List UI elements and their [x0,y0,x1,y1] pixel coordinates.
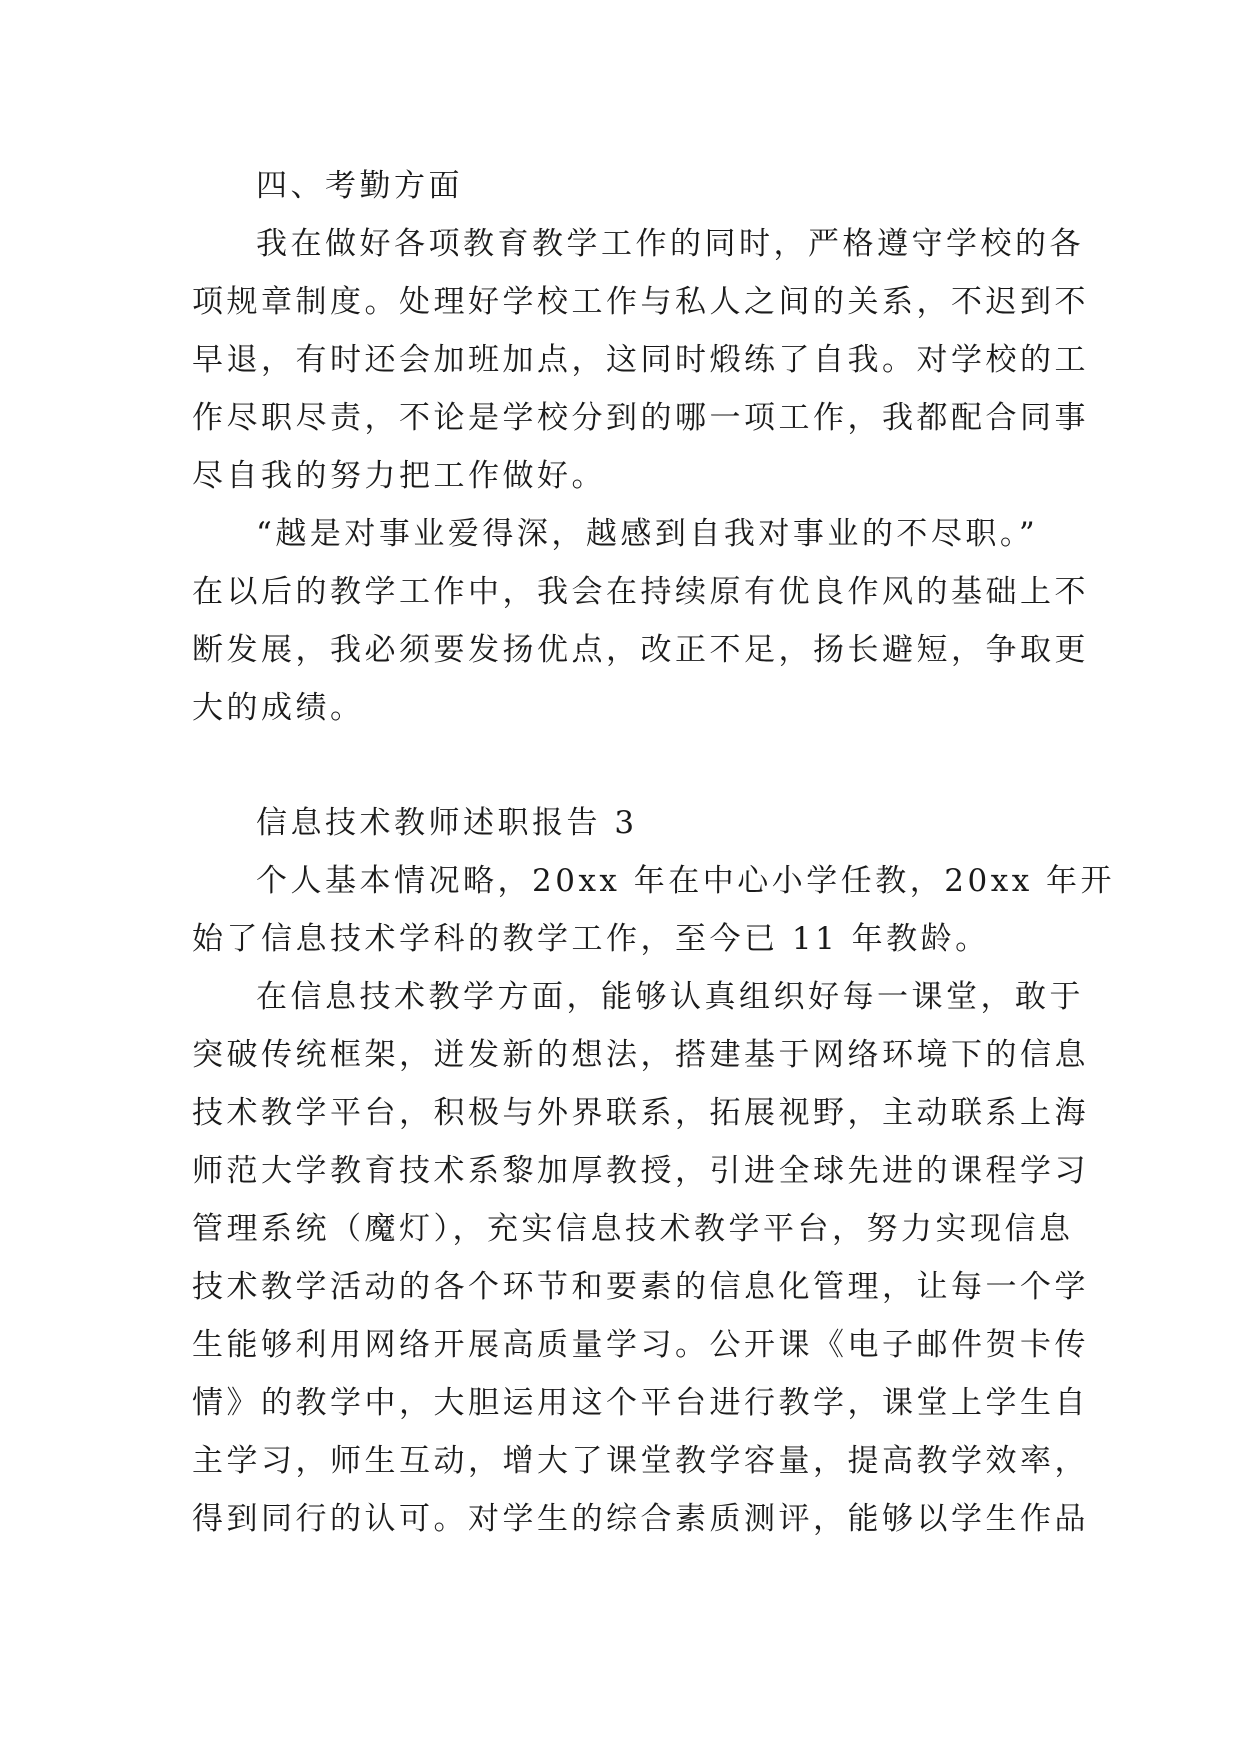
paragraph-line: 在以后的教学工作中，我会在持续原有优良作风的基础上不 [192,574,1089,610]
paragraph-line: 个人基本情况略，20xx 年在中心小学任教，20xx 年开 [256,863,1116,899]
report-title: 信息技术教师述职报告 3 [256,805,638,841]
paragraph-line: 生能够利用网络开展高质量学习。公开课《电子邮件贺卡传 [192,1327,1089,1363]
paragraph-line: 技术教学活动的各个环节和要素的信息化管理，让每一个学 [192,1269,1089,1305]
paragraph-line: 情》的教学中，大胆运用这个平台进行教学，课堂上学生自 [192,1385,1089,1421]
paragraph-line: 师范大学教育技术系黎加厚教授，引进全球先进的课程学习 [192,1153,1089,1189]
paragraph-line: 技术教学平台，积极与外界联系，拓展视野，主动联系上海 [192,1095,1089,1131]
paragraph-line: 作尽职尽责，不论是学校分到的哪一项工作，我都配合同事 [192,400,1089,436]
paragraph-line: 突破传统框架，迸发新的想法，搭建基于网络环境下的信息 [192,1037,1089,1073]
paragraph-line: 得到同行的认可。对学生的综合素质测评，能够以学生作品 [192,1501,1089,1537]
paragraph-line: 管理系统（魔灯），充实信息技术教学平台，努力实现信息 [192,1211,1074,1247]
paragraph-line: 早退，有时还会加班加点，这同时煅练了自我。对学校的工 [192,342,1089,378]
paragraph-line: 项规章制度。处理好学校工作与私人之间的关系，不迟到不 [192,284,1089,320]
paragraph-line: 在信息技术教学方面，能够认真组织好每一课堂，敢于 [256,979,1084,1015]
paragraph-line: 主学习，师生互动，增大了课堂教学容量，提高教学效率， [192,1443,1089,1479]
paragraph-line: 始了信息技术学科的教学工作，至今已 11 年教龄。 [192,921,990,957]
paragraph-line: 断发展，我必须要发扬优点，改正不足，扬长避短，争取更 [192,632,1089,668]
section-heading-attendance: 四、考勤方面 [256,168,463,204]
paragraph-line: 我在做好各项教育教学工作的同时，严格遵守学校的各 [256,226,1084,262]
paragraph-line: 大的成绩。 [192,690,365,726]
paragraph-line: 尽自我的努力把工作做好。 [192,458,606,494]
quote-line: “越是对事业爱得深，越感到自我对事业的不尽职。” [256,516,1039,552]
